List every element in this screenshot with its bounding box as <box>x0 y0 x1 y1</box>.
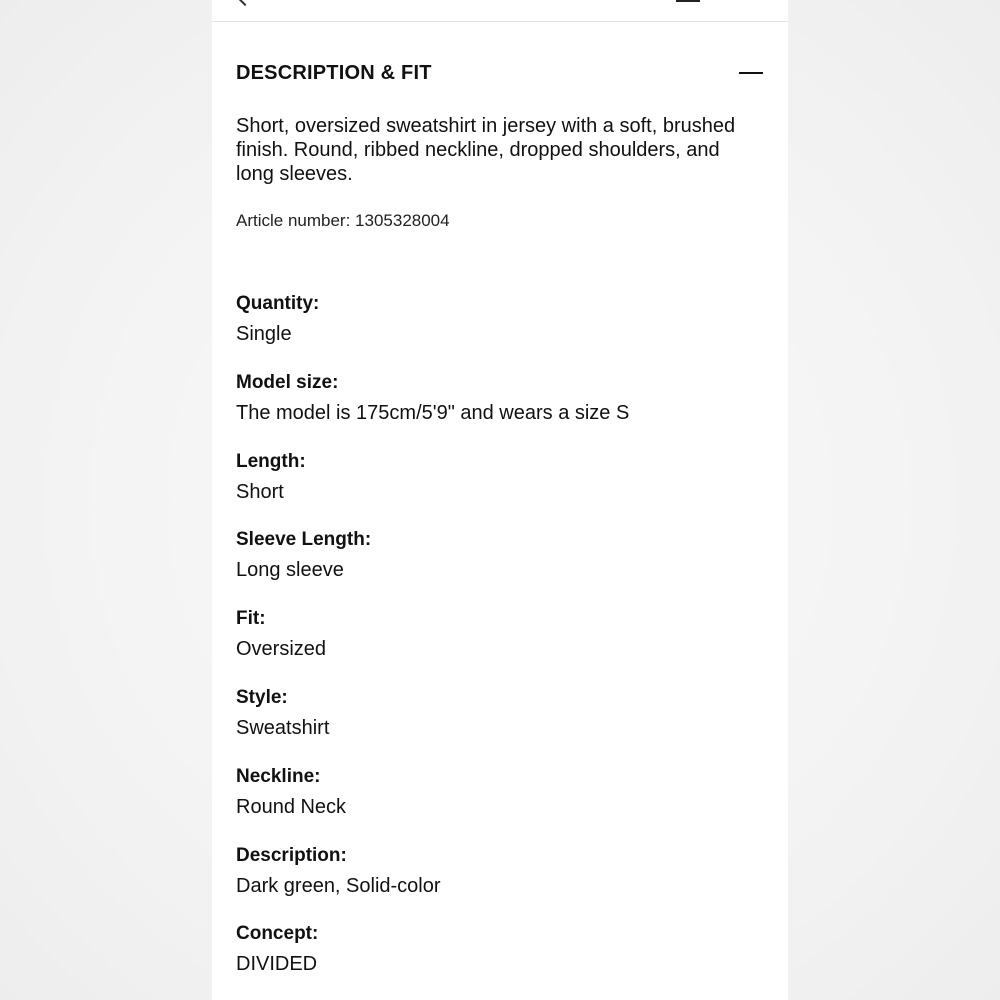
attribute-value: Single <box>236 323 292 345</box>
underline-fragment <box>676 0 700 2</box>
article-number: Article number: 1305328004 <box>236 211 450 230</box>
minus-icon <box>739 72 763 74</box>
collapse-button[interactable] <box>738 60 764 86</box>
attribute-sleeve-length <box>236 526 764 605</box>
attribute-value: Round Neck <box>236 795 347 818</box>
attribute-label: Neckline: <box>236 765 321 787</box>
attribute-label: Fit: <box>236 608 266 630</box>
attribute-value: Oversized <box>236 638 327 661</box>
attribute-label: Concept: <box>236 923 319 945</box>
section-title: DESCRIPTION & FIT <box>236 61 432 84</box>
attribute-neckline <box>236 763 764 842</box>
previous-section-edge <box>212 0 788 22</box>
attribute-fit <box>236 605 764 684</box>
attribute-label: Model size: <box>236 371 339 393</box>
description-fit-header[interactable] <box>236 56 764 90</box>
chevron-icon <box>238 0 252 6</box>
attribute-value: Sweatshirt <box>236 716 330 739</box>
attribute-concept <box>236 920 764 999</box>
attribute-label: Length: <box>236 450 306 472</box>
attribute-style <box>236 684 764 763</box>
attribute-value: DIVIDED <box>236 953 318 976</box>
attribute-quantity <box>236 290 764 369</box>
product-details-panel <box>212 0 788 1000</box>
product-summary: Short, oversized sweatshirt in jersey with a soft, brushed finish. Round, ribbed neckline, dropped shoulders, and long sleeves. <box>236 115 736 185</box>
attribute-model-size <box>236 369 764 448</box>
attribute-description <box>236 842 764 921</box>
attribute-label: Sleeve Length: <box>236 529 372 551</box>
attribute-label: Description: <box>236 844 347 866</box>
attribute-label: Style: <box>236 686 288 708</box>
attribute-label: Quantity: <box>236 293 320 314</box>
attribute-list <box>236 290 764 999</box>
attribute-value: Long sleeve <box>236 559 344 582</box>
attribute-length <box>236 448 764 527</box>
attribute-value: Short <box>236 480 284 503</box>
attribute-value: Dark green, Solid-color <box>236 874 441 897</box>
attribute-value: The model is 175cm/5'9" and wears a size S <box>236 401 630 424</box>
